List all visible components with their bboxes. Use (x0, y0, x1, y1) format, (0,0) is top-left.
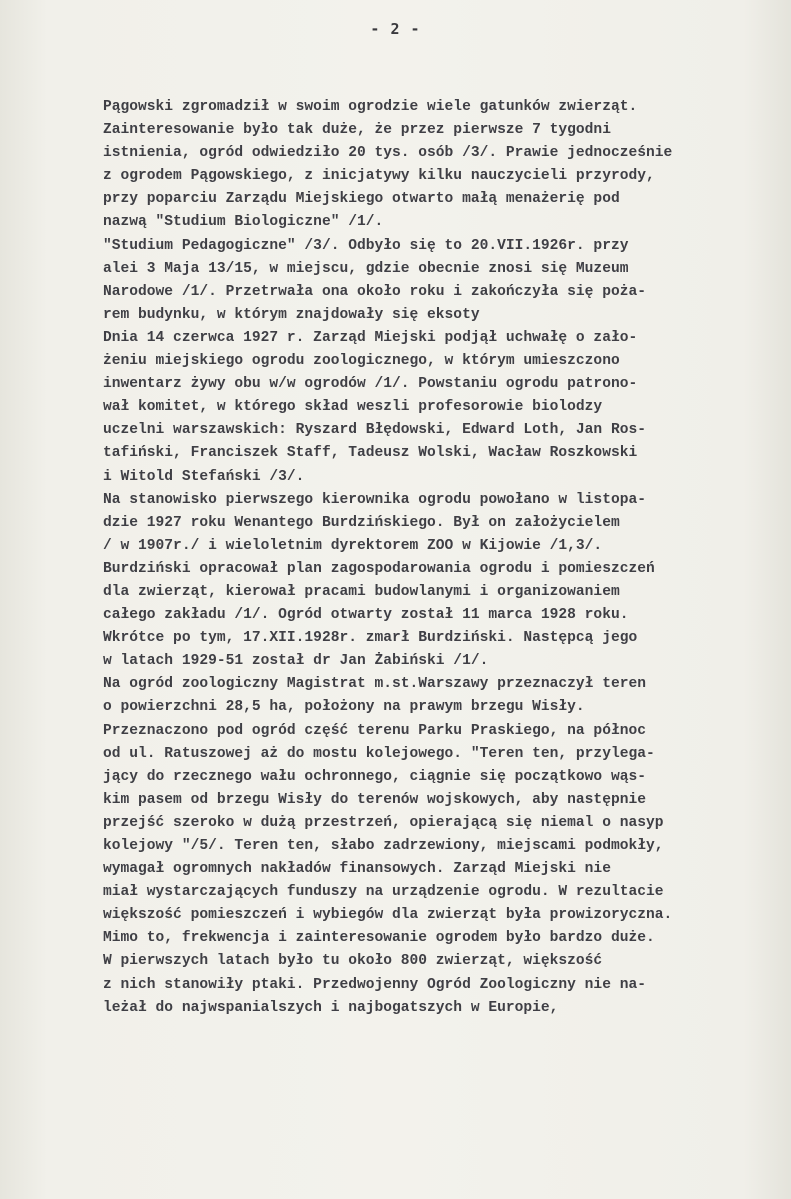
text-line: od ul. Ratuszowej aż do mostu kolejowego. "Teren ten, przylega- (103, 745, 655, 762)
text-line: W pierwszych latach było tu około 800 zwierząt, większość (103, 953, 603, 970)
text-line: Na stanowisko pierwszego kierownika ogrodu powołano w listopa- (103, 491, 646, 508)
text-line: wymagał ogromnych nakładów finansowych. Zarząd Miejski nie (103, 861, 611, 878)
text-line: kolejowy "/5/. Teren ten, słabo zadrzewiony, miejscami podmokły, (103, 838, 664, 854)
text-line: nazwą "Studium Biologiczne" /1/. (103, 214, 384, 231)
page-number: - 2 - (370, 20, 421, 38)
text-line: większość pomieszczeń i wybiegów dla zwierząt była prowizoryczna. (103, 907, 673, 924)
text-line: o powierzchni 28,5 ha, położony na prawym brzegu Wisły. (103, 699, 585, 716)
text-line: w latach 1929-51 został dr Jan Żabiński /1/. (103, 653, 489, 670)
text-line: leżał do najwspanialszych i najbogatszych w Europie, (103, 999, 559, 1016)
text-line: rem budynku, w którym znajdowały się eksoty (103, 306, 480, 323)
text-line: kim pasem od brzegu Wisły do terenów wojskowych, aby następnie (103, 791, 646, 808)
text-line: Zainteresowanie było tak duże, że przez pierwsze 7 tygodni (103, 122, 611, 139)
text-line: dla zwierząt, kierował pracami budowlanymi i organizowaniem (103, 583, 620, 600)
text-line: Mimo to, frekwencja i zainteresowanie ogrodem było bardzo duże. (103, 930, 655, 947)
text-line: z ogrodem Pągowskiego, z inicjatywy kilku nauczycieli przyrody, (103, 168, 655, 185)
text-line: Wkrótce po tym, 17.XII.1928r. zmarł Burdziński. Następcą jego (103, 630, 638, 647)
text-line: uczelni warszawskich: Ryszard Błędowski, Edward Loth, Jan Ros- (103, 422, 646, 439)
text-line: przejść szeroko w dużą przestrzeń, opierającą się niemal o nasyp (103, 814, 664, 831)
text-line: Narodowe /1/. Przetrwała ona około roku i zakończyła się poża- (103, 283, 646, 300)
text-line: Na ogród zoologiczny Magistrat m.st.Warszawy przeznaczył teren (103, 676, 646, 693)
text-line: miał wystarczających funduszy na urządzenie ogrodu. W rezultacie (103, 884, 664, 901)
text-line: wał komitet, w którego skład weszli profesorowie biolodzy (103, 399, 603, 416)
text-line: żeniu miejskiego ogrodu zoologicznego, w którym umieszczono (103, 353, 620, 370)
text-line: / w 1907r./ i wieloletnim dyrektorem ZOO w Kijowie /1,3/. (103, 537, 603, 554)
text-line: dzie 1927 roku Wenantego Burdzińskiego. Był on założycielem (103, 514, 620, 531)
text-line: istnienia, ogród odwiedziło 20 tys. osób /3/. Prawie jednocześnie (103, 145, 673, 162)
text-line: jący do rzecznego wału ochronnego, ciągnie się początkowo wąs- (103, 768, 646, 785)
text-line: inwentarz żywy obu w/w ogrodów /1/. Powstaniu ogrodu patrono- (103, 376, 638, 393)
text-line: Dnia 14 czerwca 1927 r. Zarząd Miejski podjął uchwałę o zało- (103, 329, 638, 346)
document-body (103, 96, 791, 1020)
text-line: Burdziński opracował plan zagospodarowania ogrodu i pomieszczeń (103, 560, 655, 577)
text-line: alei 3 Maja 13/15, w miejscu, gdzie obecnie znosi się Muzeum (103, 260, 629, 277)
text-line: "Studium Pedagogiczne" /3/. Odbyło się to 20.VII.1926r. przy (103, 237, 629, 254)
text-line: przy poparciu Zarządu Miejskiego otwarto małą menażerię pod (103, 191, 620, 208)
text-line: Przeznaczono pod ogród część terenu Parku Praskiego, na północ (103, 722, 646, 739)
text-line: tafiński, Franciszek Staff, Tadeusz Wolski, Wacław Roszkowski (103, 445, 638, 462)
text-line: Pągowski zgromadził w swoim ogrodzie wiele gatunków zwierząt. (103, 99, 638, 115)
text-line: i Witold Stefański /3/. (103, 468, 305, 485)
text-line: z nich stanowiły ptaki. Przedwojenny Ogród Zoologiczny nie na- (103, 976, 646, 993)
text-line: całego zakładu /1/. Ogród otwarty został 11 marca 1928 roku. (103, 607, 629, 624)
